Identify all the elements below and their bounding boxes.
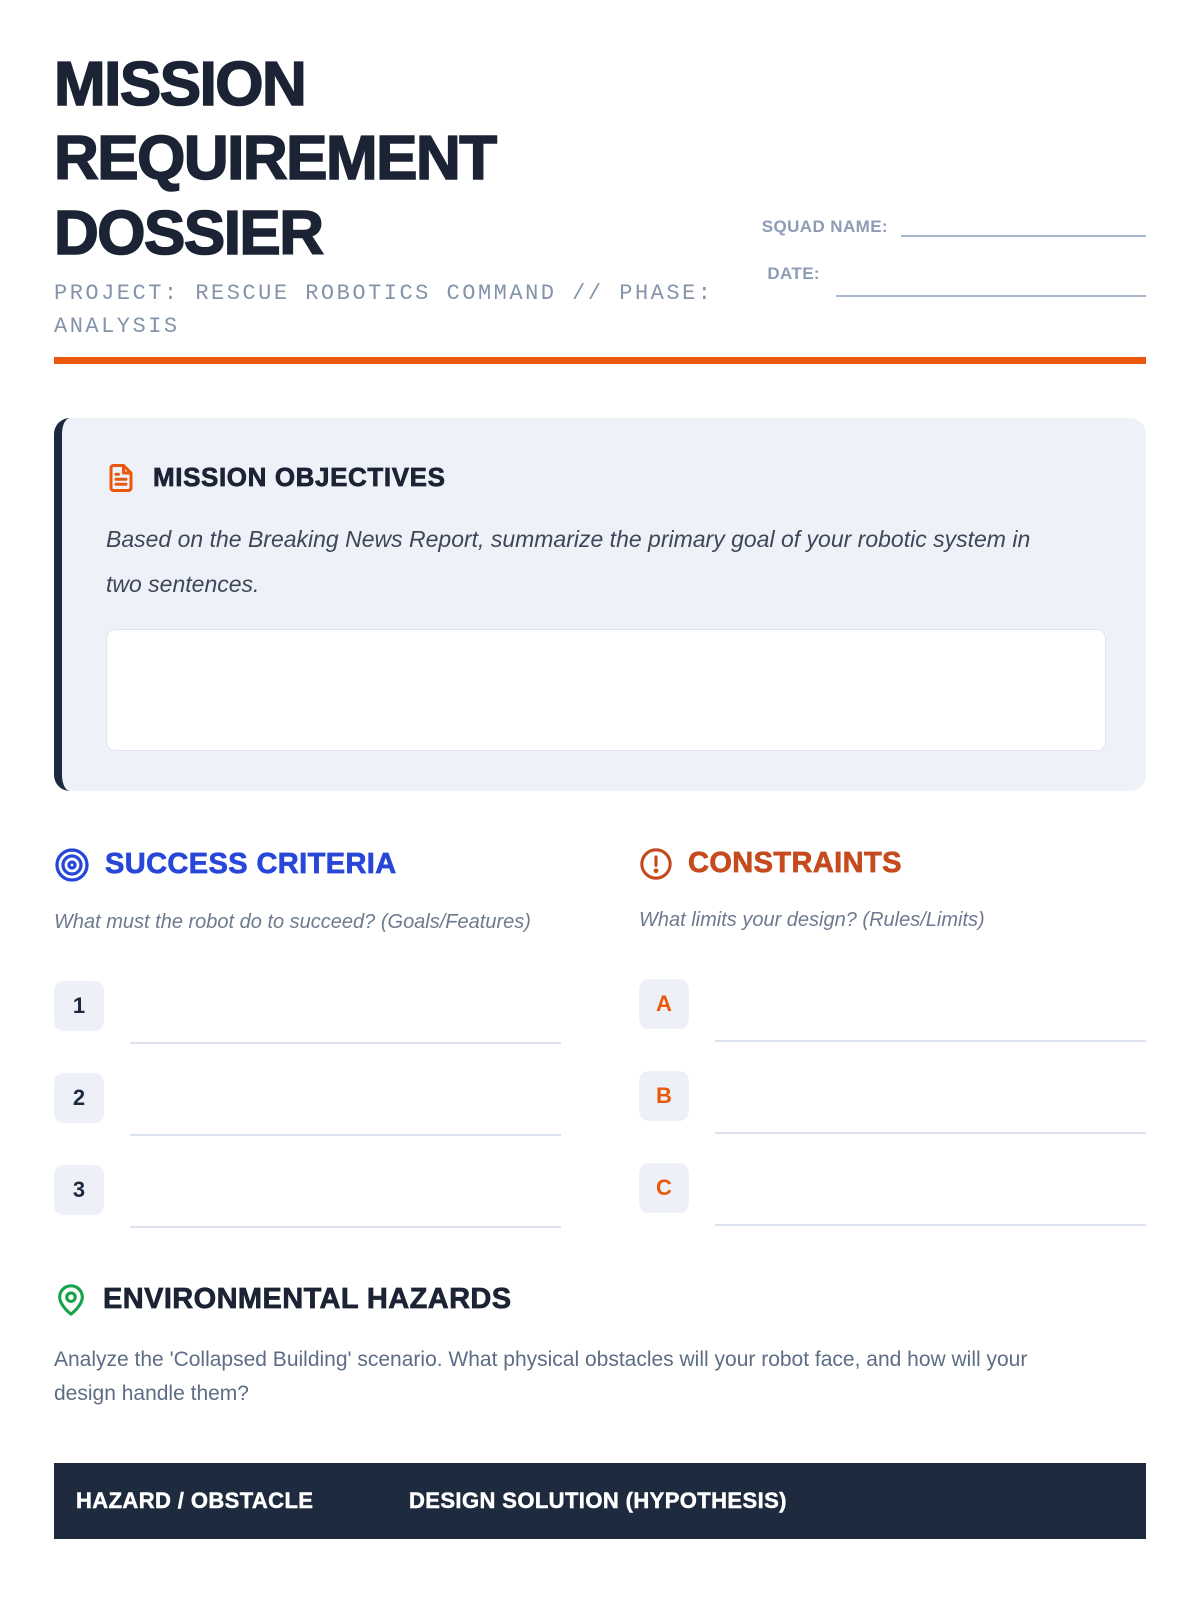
alert-circle-icon xyxy=(639,847,673,881)
file-text-icon xyxy=(106,463,136,493)
constraints-items xyxy=(639,979,1146,1213)
success-criteria-title: SUCCESS CRITERIA xyxy=(105,848,397,881)
constraint-letter-badge: C xyxy=(639,1163,689,1213)
title-line-3: DOSSIER xyxy=(54,198,323,268)
criteria-number-badge: 1 xyxy=(54,981,104,1031)
map-pin-icon xyxy=(54,1283,88,1317)
solution-column-header: DESIGN SOLUTION (HYPOTHESIS) xyxy=(409,1487,787,1513)
criteria-answer-line[interactable] xyxy=(130,1226,561,1228)
constraints-prompt: What limits your design? (Rules/Limits) xyxy=(639,908,985,931)
constraint-answer-line[interactable] xyxy=(715,1132,1146,1134)
mission-objectives-answer-box[interactable] xyxy=(106,629,1106,751)
criteria-item xyxy=(54,981,561,1031)
criteria-answer-line[interactable] xyxy=(130,1134,561,1136)
constraint-letter-badge: A xyxy=(639,979,689,1029)
constraint-item xyxy=(639,1071,1146,1121)
date-label: DATE: xyxy=(767,264,820,284)
constraints-title: CONSTRAINTS xyxy=(688,847,902,880)
criteria-item xyxy=(54,1073,561,1123)
squad-name-field[interactable] xyxy=(901,217,1146,237)
date-row xyxy=(760,263,1146,284)
constraint-item xyxy=(639,979,1146,1029)
mission-objectives-prompt: Based on the Breaking News Report, summarize the primary goal of your robotic system in two sentences. xyxy=(106,526,1031,598)
constraint-answer-line[interactable] xyxy=(715,1040,1146,1042)
success-criteria-heading xyxy=(54,847,561,883)
mission-objectives-card xyxy=(54,418,1146,791)
date-field[interactable] xyxy=(836,277,1146,297)
success-criteria-items xyxy=(54,981,561,1215)
squad-name-label: SQUAD NAME: xyxy=(761,217,888,236)
criteria-constraints-columns xyxy=(54,847,1146,1257)
criteria-number-badge: 3 xyxy=(54,1165,104,1215)
environmental-hazards-title: ENVIRONMENTAL HAZARDS xyxy=(103,1283,512,1316)
target-icon xyxy=(54,847,90,883)
header-divider xyxy=(54,357,1146,364)
constraints-heading xyxy=(639,847,1146,881)
meta-fields xyxy=(760,216,1146,311)
criteria-item xyxy=(54,1165,561,1215)
squad-name-row xyxy=(760,216,1146,237)
title-line-2: REQUIREMENT xyxy=(54,124,496,194)
success-criteria-prompt: What must the robot do to succeed? (Goals/Features) xyxy=(54,910,531,933)
hazard-column-header: HAZARD / OBSTACLE xyxy=(76,1487,314,1513)
environmental-hazards-heading xyxy=(54,1283,1146,1317)
constraint-item xyxy=(639,1163,1146,1213)
mission-objectives-heading xyxy=(106,462,1106,493)
constraint-letter-badge: B xyxy=(639,1071,689,1121)
hazards-table-header xyxy=(54,1463,1146,1539)
success-criteria-section xyxy=(54,847,561,1257)
title-line-1: MISSION xyxy=(54,50,306,119)
environmental-hazards-section xyxy=(54,1283,1146,1539)
constraints-section xyxy=(639,847,1146,1257)
project-subtitle: PROJECT: RESCUE ROBOTICS COMMAND // PHASE: ANALYSIS xyxy=(54,281,714,340)
criteria-answer-line[interactable] xyxy=(130,1042,561,1044)
header xyxy=(54,48,1146,343)
environmental-hazards-prompt: Analyze the 'Collapsed Building' scenario. What physical obstacles will your robot face, and how will your design handle them? xyxy=(54,1347,1028,1405)
mission-objectives-title: MISSION OBJECTIVES xyxy=(153,462,446,493)
constraint-answer-line[interactable] xyxy=(715,1224,1146,1226)
criteria-number-badge: 2 xyxy=(54,1073,104,1123)
